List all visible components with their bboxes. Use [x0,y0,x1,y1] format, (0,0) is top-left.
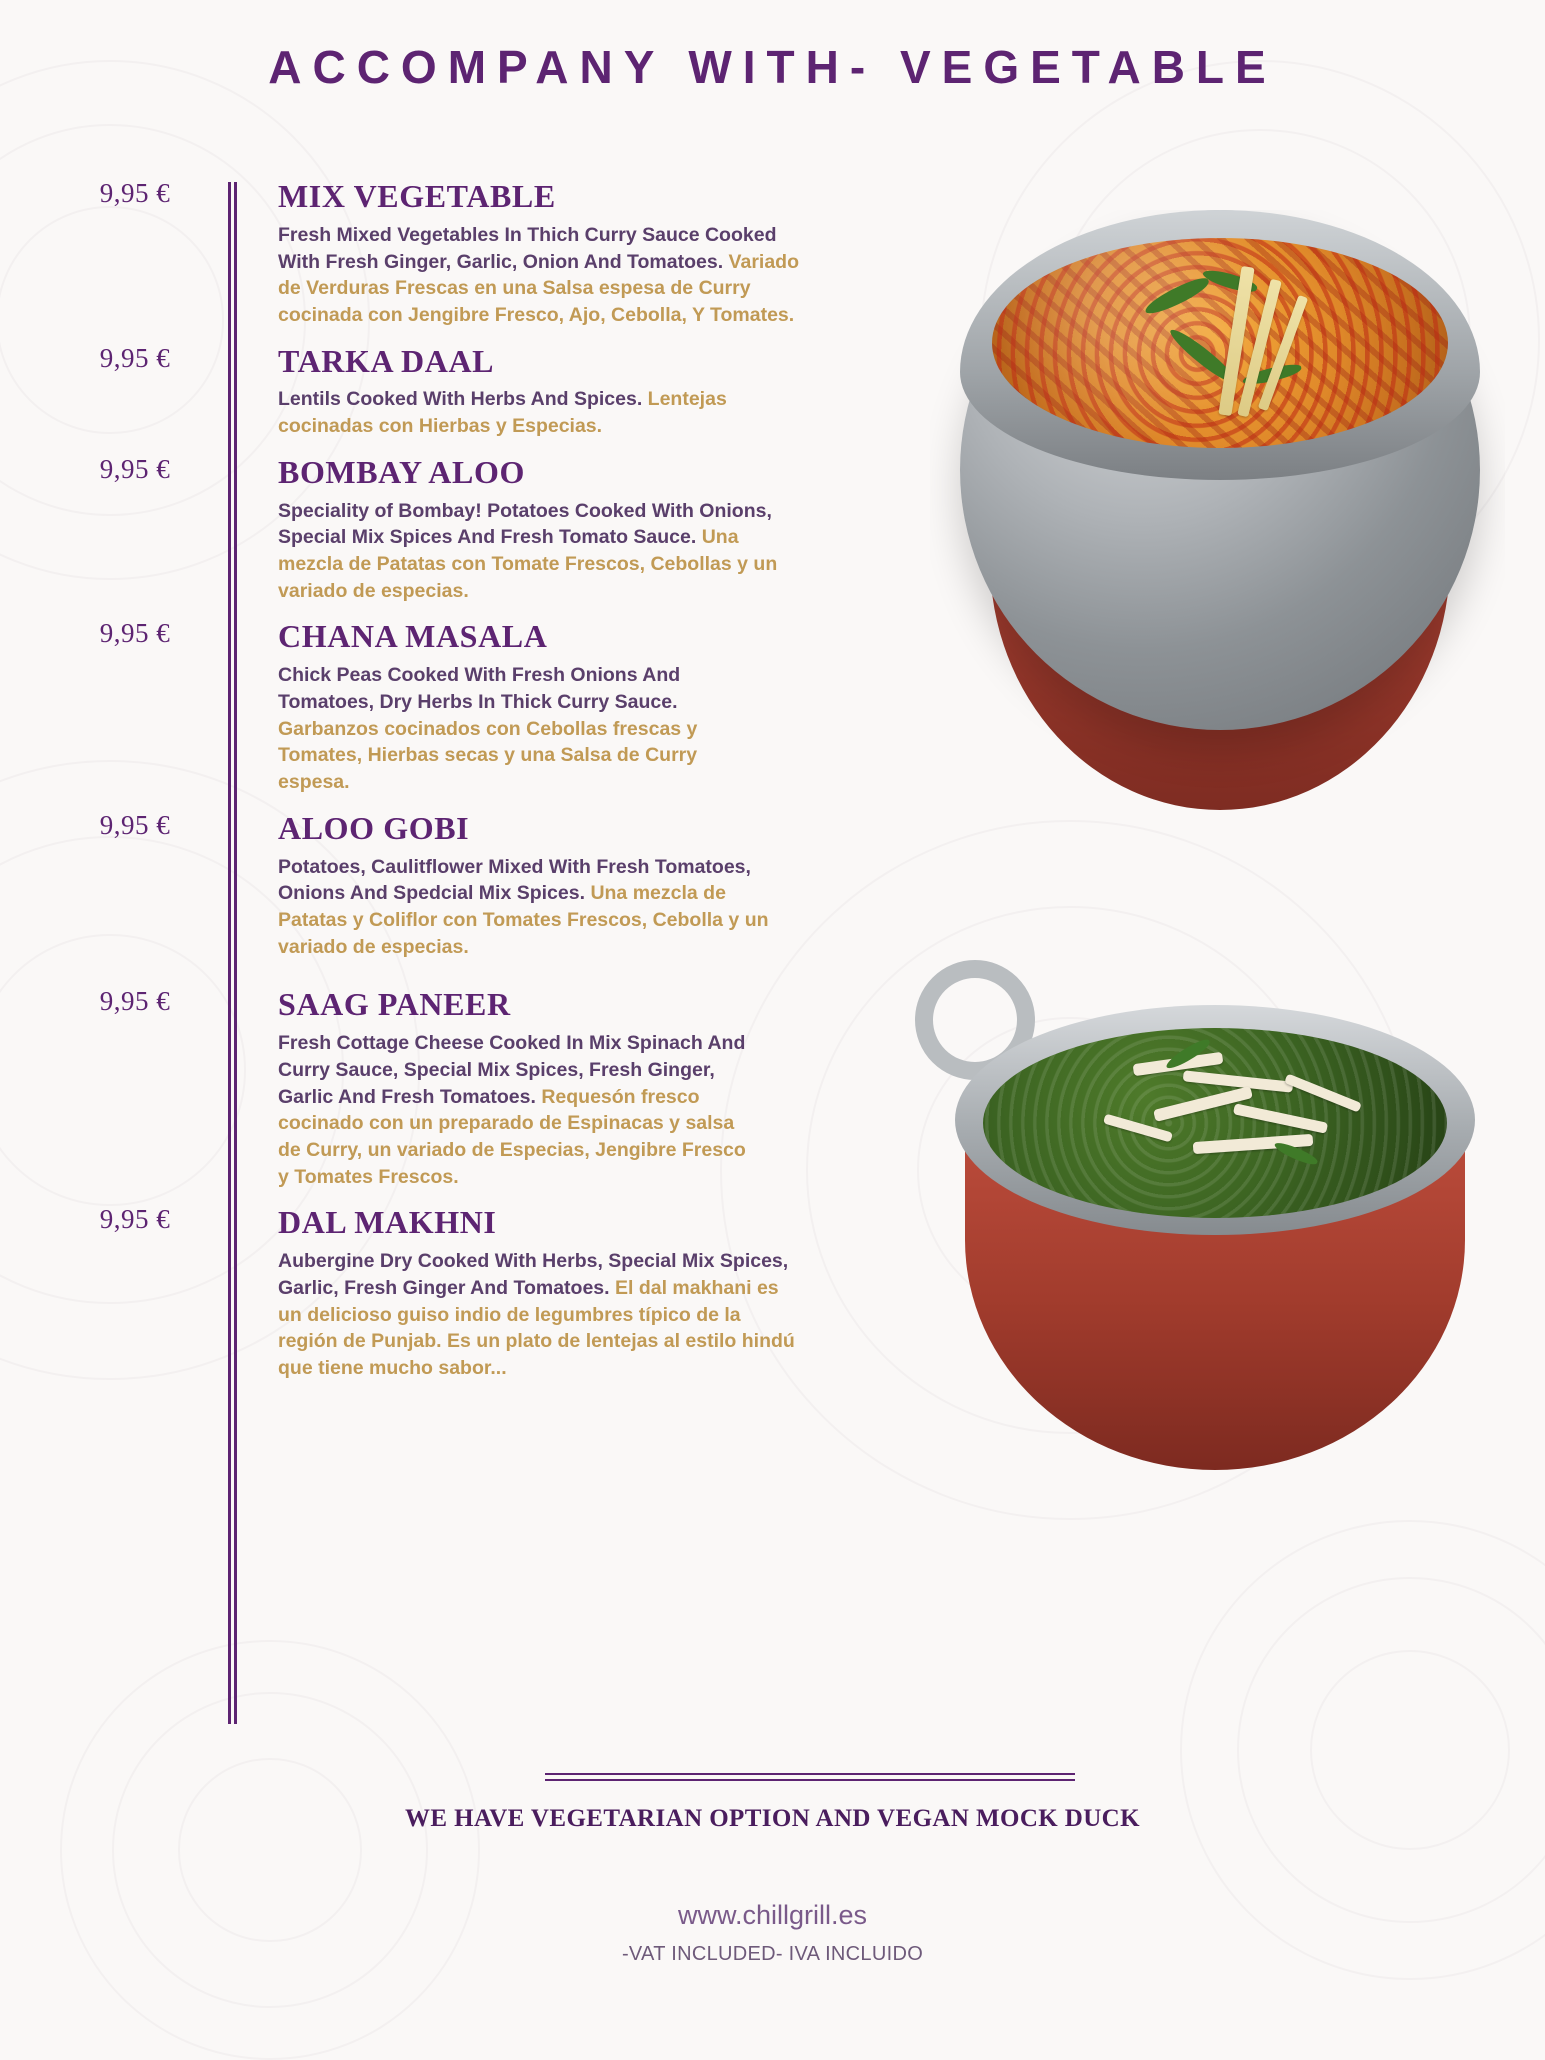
menu-item [0,986,1000,1190]
item-description [278,662,760,796]
item-description-es: Requesón fresco cocinado con un preparado de Espinacas y salsa de Curry, un variado de Especias, Jengibre Fresco y Tomates Frescos. [278,1085,746,1188]
website-link[interactable]: www.chillgrill.es [677,1900,868,1930]
item-name: ALOO GOBI [278,809,470,846]
item-description-es: Una mezcla de Patatas y Coliflor con Tomates Frescos, Cebolla y un variado de especias. [278,882,769,958]
item-name: CHANA MASALA [278,618,548,655]
item-description [278,498,800,605]
item-name: DAL MAKHNI [278,1204,497,1241]
item-price: 9,95 € [99,178,171,208]
menu-item [0,343,1000,440]
menu-item [0,454,1000,605]
item-description-en: Fresh Mixed Vegetables In Thich Curry Sauce Cooked With Fresh Ginger, Garlic, Onion And Tomatoes. [278,223,777,273]
item-description [278,1030,760,1190]
curry-surface [992,238,1448,448]
item-price: 9,95 € [99,986,171,1017]
item-description [278,386,740,439]
item-description-es: Variado de Verduras Frescas en una Salsa espesa de Curry cocinada con Jengibre Fresco, Ajo, Cebolla, Y Tomates. [278,250,799,326]
item-price: 9,95 € [99,453,171,484]
item-price: 9,95 € [99,618,171,649]
item-price: 9,95 € [99,342,171,373]
item-description-en: Fresh Cottage Cheese Cooked In Mix Spinach And Curry Sauce, Special Mix Spices, Fresh Ginger, Garlic And Fresh Tomatoes. [278,1032,746,1108]
page-title: ACCOMPANY WITH- VEGETABLE [268,41,1277,93]
menu-item [0,618,1000,795]
menu-item [0,810,1000,961]
item-description-en: Potatoes, Caulitflower Mixed With Fresh Tomatoes, Onions And Spedcial Mix Spices. [278,855,751,905]
item-description-en: Speciality of Bombay! Potatoes Cooked With Onions, Special Mix Spices And Fresh Tomato Sauce. [278,499,772,549]
item-description-es: Lentejas cocinadas con Hierbas y Especias. [278,388,727,438]
background-mandala [60,1640,480,2060]
menu-item [0,1204,1000,1381]
item-price: 9,95 € [99,809,171,840]
item-description [278,222,800,329]
item-description-es: Garbanzos cocinados con Cebollas frescas y Tomates, Hierbas secas y una Salsa de Curry espesa. [278,717,698,794]
item-name: TARKA DAAL [278,342,495,379]
menu-list [0,178,1000,1396]
item-name: MIX VEGETABLE [278,178,556,214]
footer-note: WE HAVE VEGETARIAN OPTION AND VEGAN MOCK DUCK [405,1805,1140,1832]
item-name: SAAG PANEER [278,986,511,1023]
item-price: 9,95 € [99,1204,171,1235]
item-description-en: Aubergine Dry Cooked With Herbs, Special Mix Spices, Garlic, Fresh Ginger And Tomatoes. [278,1250,789,1299]
item-description-es: Una mezcla de Patatas con Tomate Frescos, Cebollas y un variado de especias. [278,526,778,602]
saag-surface [983,1028,1447,1218]
item-description-es: El dal makhani es un delicioso guiso indio de legumbres típico de la región de Punjab. Es un plato de lentejas al estilo hindú que tiene mucho sabor... [278,1276,795,1379]
vat-note: -VAT INCLUDED- IVA INCLUIDO [621,1943,924,1965]
item-description-en: Chick Peas Cooked With Fresh Onions And Tomatoes, Dry Herbs In Thick Curry Sauce. [278,664,681,713]
item-description-en: Lentils Cooked With Herbs And Spices. [278,388,643,411]
item-name: BOMBAY ALOO [278,453,525,490]
item-description [278,854,800,961]
menu-item [0,178,1000,329]
dish-image-bottom [905,950,1525,1530]
footer-divider [545,1773,1075,1781]
item-description [278,1248,800,1382]
dish-image-top [930,210,1505,830]
